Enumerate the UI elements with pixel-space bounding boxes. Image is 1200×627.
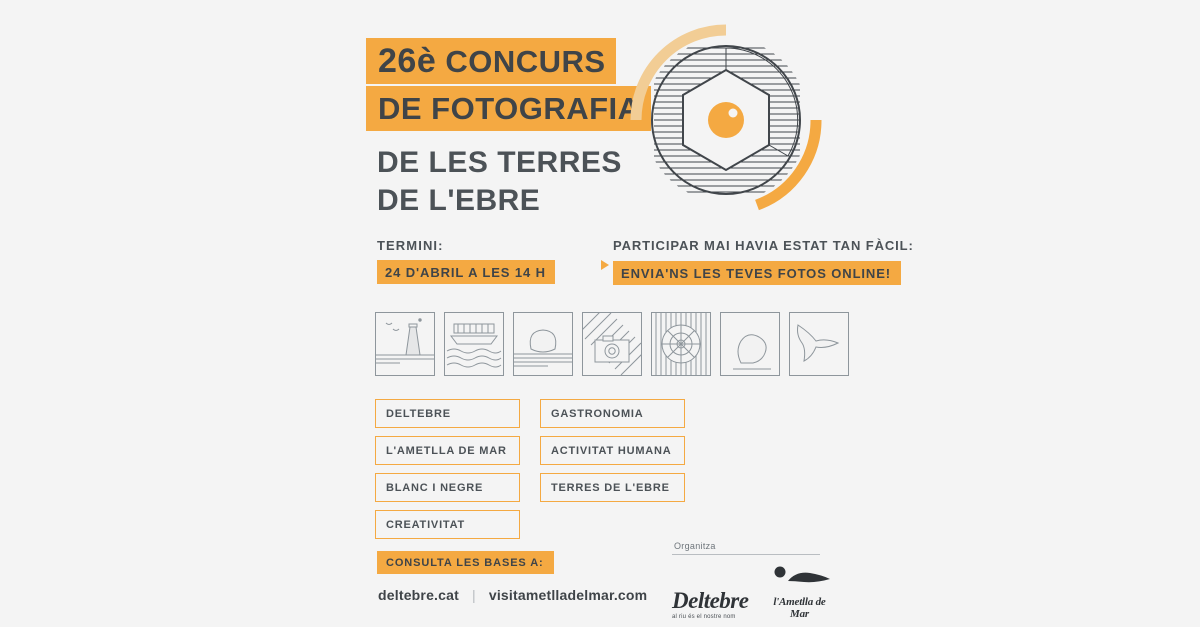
poster-title [366,38,641,220]
organizer-logos [672,565,826,620]
logo-deltebre-tagline: al riu és el nostre nom [672,614,736,620]
title-line-2: DE FOTOGRAFIA [366,86,651,131]
title-line-1 [366,38,616,84]
category-deltebre[interactable]: DELTEBRE [375,399,520,428]
title-line-1-rest: CONCURS [436,44,606,79]
logo-ametlla-mark [764,565,834,591]
link-deltebre-cat[interactable]: deltebre.cat [378,587,459,603]
link-separator: | [472,587,476,603]
organizers-label: Organitza [674,541,716,551]
logo-ametlla-wordmark: l'Ametlla de Mar [773,596,826,620]
camera-icon [582,312,642,376]
website-links [378,587,647,603]
cta-block [613,238,914,285]
footprint-icon [720,312,780,376]
boat-icon [444,312,504,376]
title-line-3: DE LES TERRES [377,146,622,179]
organizers-divider [672,554,820,555]
cta-submit-online-button[interactable]: ENVIA'NS LES TEVES FOTOS ONLINE! [613,261,901,285]
link-visitametlladelmar-com[interactable]: visitametlladelmar.com [488,587,648,603]
deadline-block [377,238,555,284]
deadline-date: 24 D'ABRIL A LES 14 H [377,260,555,284]
icon-strip [375,312,849,376]
category-ametlla-de-mar[interactable]: L'AMETLLA DE MAR [375,436,520,465]
category-terres-de-lebre[interactable]: TERRES DE L'EBRE [540,473,685,502]
category-column-right [540,399,685,510]
category-activitat-humana[interactable]: ACTIVITAT HUMANA [540,436,685,465]
hexagon-camera-emblem [614,24,838,224]
lighthouse-icon [375,312,435,376]
category-column-left [375,399,520,547]
category-gastronomia[interactable]: GASTRONOMIA [540,399,685,428]
logo-deltebre-wordmark: Deltebre [672,588,749,613]
logo-deltebre [672,590,748,620]
map-ebre-icon [789,312,849,376]
category-blanc-i-negre[interactable]: BLANC I NEGRE [375,473,520,502]
cta-arrow-icon [601,260,609,270]
organizers-block [672,541,826,620]
category-creativitat[interactable]: CREATIVITAT [375,510,520,539]
ship-wheel-icon [651,312,711,376]
title-edition-number: 26è [378,42,437,80]
shell-icon [513,312,573,376]
consult-bases-button[interactable]: CONSULTA LES BASES A: [377,551,554,574]
deadline-label: TERMINI: [377,238,444,253]
title-line-4: DE L'EBRE [377,184,541,217]
cta-subtitle: PARTICIPAR MAI HAVIA ESTAT TAN FÀCIL: [613,238,914,253]
logo-ametlla-de-mar [764,565,834,620]
